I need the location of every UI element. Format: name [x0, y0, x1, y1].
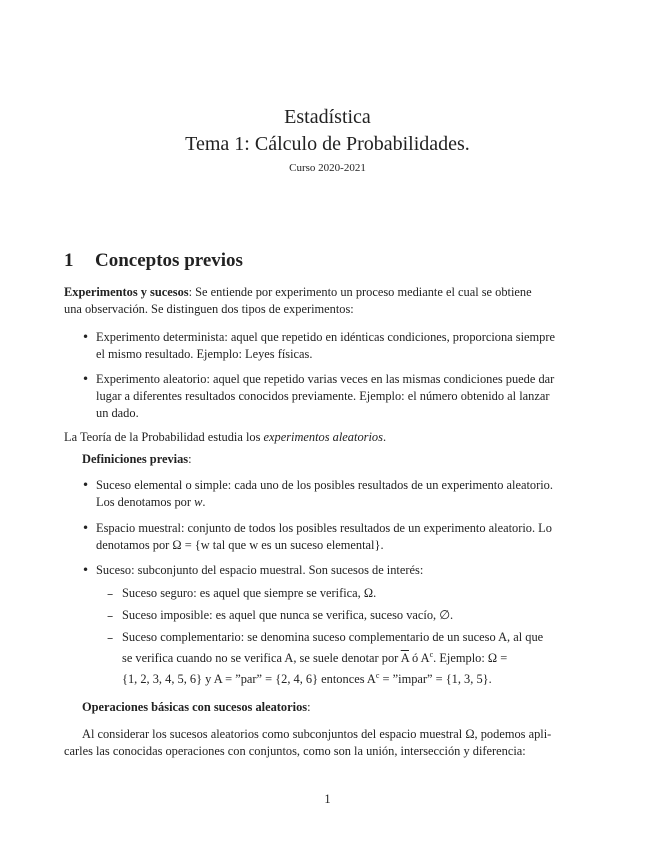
page-number: 1 [324, 792, 331, 806]
item-text: {1, 2, 3, 4, 5, 6} y A = ”par” = {2, 4, 6} entonces A [122, 672, 376, 687]
intro-line-2: una observación. Se distinguen dos tipos de experimentos: [64, 302, 354, 316]
bullet-icon: • [82, 330, 90, 344]
document-subtitle: Tema 1: Cálculo de Probabilidades. [185, 133, 470, 155]
operations-heading-suffix: : [307, 700, 311, 714]
item-text: ó A [408, 651, 430, 666]
item-variable: w [194, 495, 203, 509]
item-text: . [202, 495, 206, 509]
intro-line-1 [64, 284, 596, 301]
item-text: . Ejemplo: Ω = [433, 651, 508, 666]
item-text: Los denotamos por [96, 495, 195, 509]
item-text: $\overline{A}$ [400, 651, 409, 666]
definitions-list [82, 477, 596, 687]
definitions-heading-suffix: : [188, 452, 192, 466]
section-heading [64, 250, 243, 272]
item-line [122, 646, 581, 667]
sub-item-text: Suceso imposible: es aquel que nunca se verifica, suceso vacío, ∅. [122, 608, 454, 622]
operations-heading-text: Operaciones básicas con sucesos aleatorios [82, 700, 308, 714]
item-line: Suceso elemental o simple: cada uno de los posibles resultados de un experimento aleatorio. [96, 478, 553, 492]
course-label: Curso 2020-2021 [289, 162, 366, 174]
operations-paragraph [64, 726, 596, 760]
item-line: denotamos por Ω = {w tal que w es un suceso elemental}. [96, 538, 384, 552]
theory-emphasis: experimentos aleatorios [263, 430, 383, 444]
item-line: lugar a diferentes resultados conocidos previamente. Ejemplo: el número obtenido al lanzar [96, 389, 550, 403]
item-sup: c [375, 671, 380, 681]
item-line: Suceso: subconjunto del espacio muestral. Son sucesos de interés: [96, 563, 424, 577]
item-line: Suceso complementario: se denomina suceso complementario de un suceso A, al que [122, 630, 544, 644]
item-line: Experimento aleatorio: aquel que repetido varias veces en las mismas condiciones puede dar [96, 372, 555, 386]
item-line [96, 494, 596, 511]
item-line: Espacio muestral: conjunto de todos los posibles resultados de un experimento aleatorio. Lo [96, 521, 552, 535]
item-line: el mismo resultado. Ejemplo: Leyes físicas. [96, 347, 313, 361]
operations-heading [82, 699, 311, 716]
document-title: Estadística [284, 106, 371, 128]
item-line [122, 667, 581, 688]
definitions-heading-text: Definiciones previas [82, 452, 189, 466]
item-line: un dado. [96, 406, 139, 420]
section-number: 1 [64, 250, 74, 271]
section-title: Conceptos previos [95, 250, 243, 271]
definitions-heading [82, 451, 192, 468]
dash-icon: – [107, 586, 114, 601]
theory-paragraph [64, 429, 596, 446]
intro-term: Experimentos y sucesos [64, 285, 189, 299]
operations-line-2: carles las conocidas operaciones con conjuntos, como son la unión, intersección y diferencia: [64, 744, 526, 758]
intro-line-1-text: : Se entiende por experimento un proceso mediante el cual se obtiene [188, 285, 532, 299]
item-text: = ”impar” = {1, 3, 5}. [379, 672, 492, 687]
dash-icon: – [107, 630, 114, 645]
experiment-types-list [82, 329, 596, 419]
bullet-icon: • [82, 563, 90, 577]
dash-icon: – [107, 608, 114, 623]
bullet-icon: • [82, 372, 90, 386]
intro-paragraph [64, 284, 596, 318]
item-sup: c [429, 650, 434, 659]
item-text: se verifica cuando no se verifica A, se suele denotar por [122, 651, 401, 666]
theory-line [64, 429, 596, 446]
theory-suffix: . [382, 430, 387, 444]
sub-item-text: Suceso seguro: es aquel que siempre se verifica, Ω. [122, 586, 377, 600]
item-line: Experimento determinista: aquel que repetido en idénticas condiciones, proporciona siempre [96, 330, 555, 344]
theory-prefix: La Teoría de la Probabilidad estudia los [64, 430, 264, 444]
bullet-icon: • [82, 478, 90, 492]
bullet-icon: • [82, 521, 90, 535]
operations-line-1: Al considerar los sucesos aleatorios como subconjuntos del espacio muestral Ω, podemos apli- [82, 727, 552, 741]
